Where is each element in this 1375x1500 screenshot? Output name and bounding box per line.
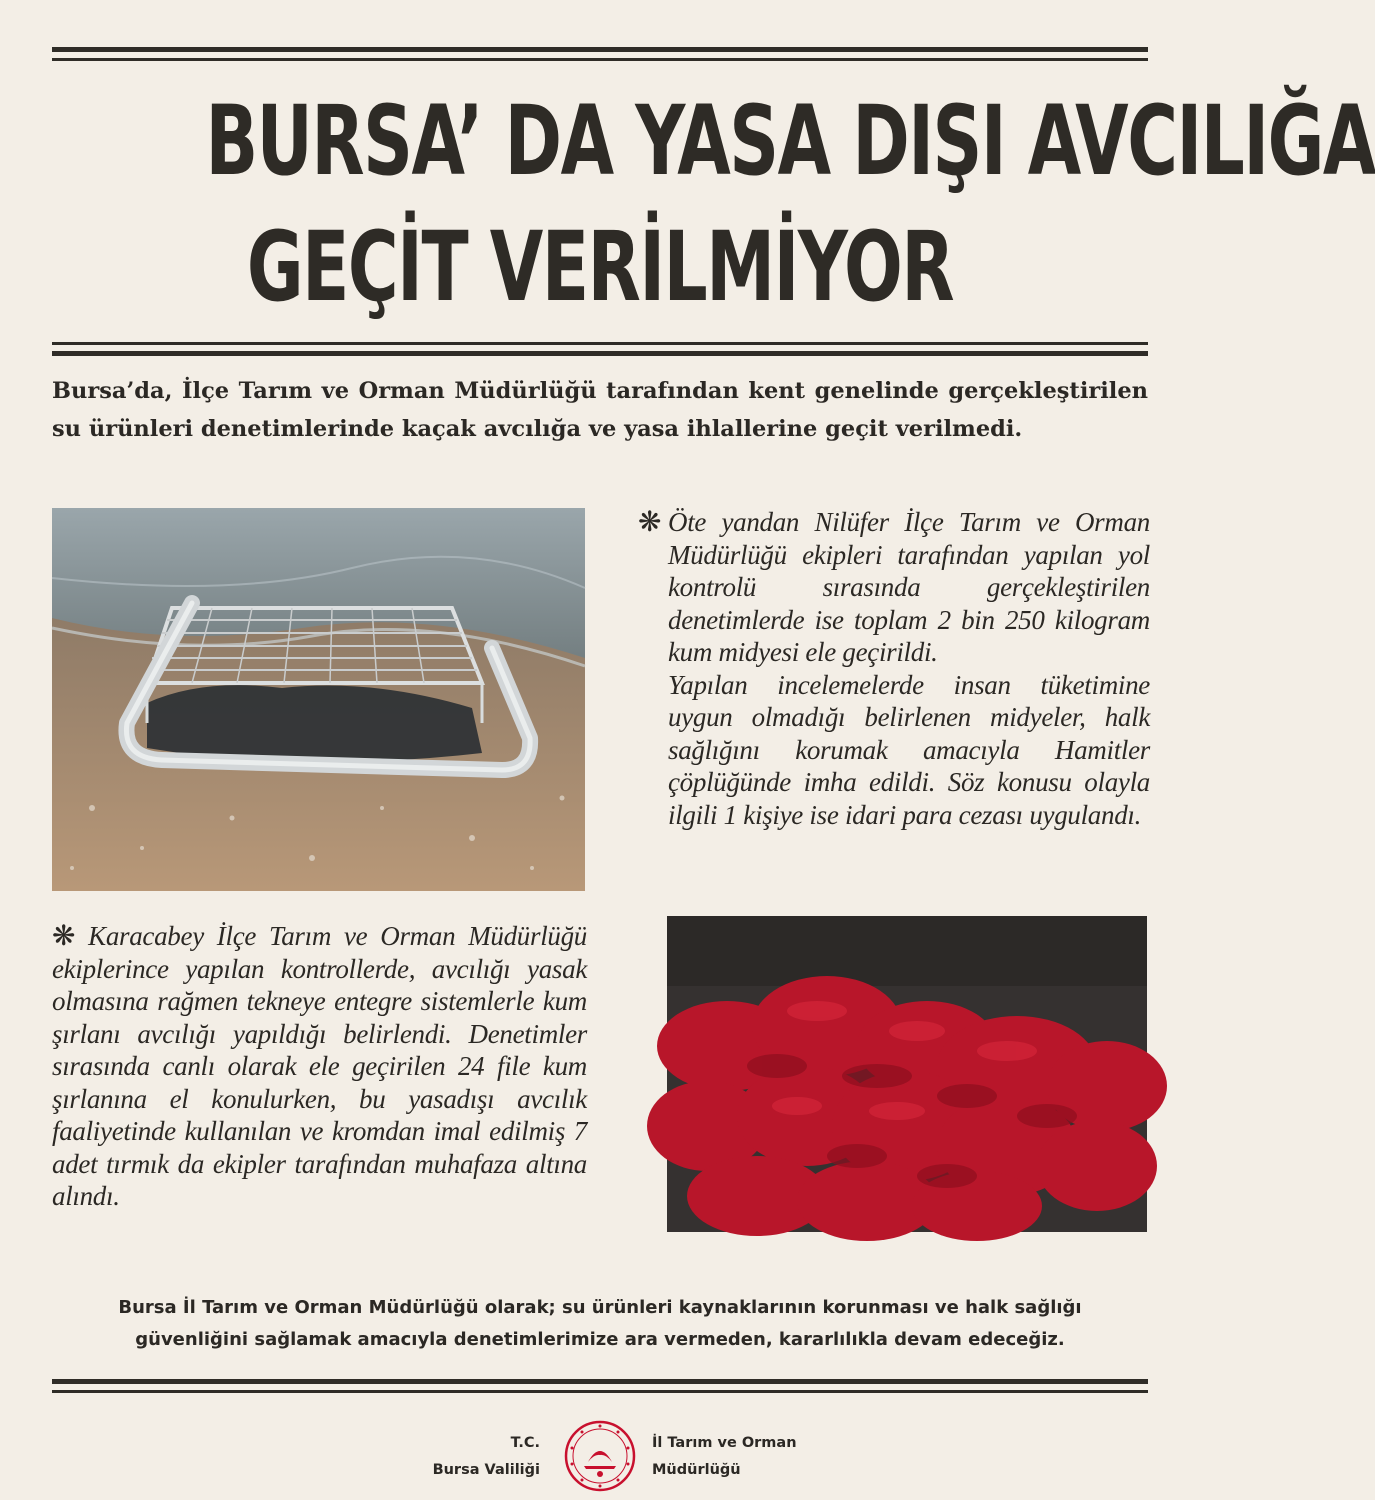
story-karacabey [52,920,587,1213]
footer-bursa-valiligi: Bursa Valiliği [432,1462,540,1478]
headline [205,78,1375,330]
sacks-illustration [667,916,1147,1232]
closing-line-2: güvenliğini sağlamak amacıyla denetimlerimize ara vermeden, kararlılıkla devam edeceğiz. [135,1329,1065,1350]
headline-line-2: GEÇİT VERİLMİYOR [246,211,954,323]
story-nilufer-text: Öte yandan Nilüfer İlçe Tarım ve Orman Müdürlüğü ekipleri tarafından yapılan yol kontrolü sırasında gerçekleştirilen denetimlerde ise toplam 2 bin 250 kilogram kum midyesi ele geçirildi. [668,507,1150,667]
asterisk-bullet-icon: ❋ [52,919,76,952]
bottom-rule-1 [52,1379,1148,1384]
footer-directorate [652,1430,852,1484]
footer-tc: T.C. [510,1435,540,1451]
story-nilufer-text-2: Yapılan incelemelerde insan tüketimine uygun olmadığı belirlenen midyeler, halk sağlığını korumak amacıyla Hamitler çöplüğünde imha edildi. Söz konusu olayla ilgili 1 kişiye ise idari para cezası uygulandı. [668,669,1150,830]
story-karacabey-text: Karacabey İlçe Tarım ve Orman Müdürlüğü ekiplerince yapılan kontrollerde, avcılığı yasak olmasına rağmen tekneye entegre sistemlerle kum şırlanı avcılığı yapıldığı belirlendi. Denetimler sırasında canlı olarak ele geçirilen 24 file kum şırlanına el konulurken, bu yasadışı avcılık faaliyetinde kullanılan ve kromdan imal edilmiş 7 adet tırmık da ekipler tarafından muhafaza altına alındı. [52,921,588,1211]
trap-illustration [52,508,585,891]
closing-statement [52,1292,1148,1356]
top-rule-1 [52,47,1148,52]
headline-rule-2 [52,351,1148,356]
headline-line-1: BURSA’ DA YASA DIŞI AVCILIĞA [205,85,1375,197]
top-rule-2 [52,58,1148,61]
mussel-sacks-photo [667,916,1147,1232]
ministry-emblem-icon [562,1418,638,1494]
asterisk-bullet-icon: ❋ [638,505,662,538]
footer-governorship [360,1430,540,1484]
story-nilufer [638,506,1150,831]
closing-line-1: Bursa İl Tarım ve Orman Müdürlüğü olarak; su ürünleri kaynaklarının korunması ve halk sağlığı [118,1297,1082,1318]
footer-mudurlugu: Müdürlüğü [652,1462,741,1478]
footer-il-tarim: İl Tarım ve Orman [652,1435,797,1451]
headline-rule-1 [52,342,1148,345]
bottom-rule-2 [52,1390,1148,1393]
intro-paragraph: Bursa’da, İlçe Tarım ve Orman Müdürlüğü tarafından kent genelinde gerçekleştirilen su ürünleri denetimlerinde kaçak avcılığa ve yasa ihlallerine geçit verilmedi. [52,378,1148,442]
trap-photo [52,508,585,891]
